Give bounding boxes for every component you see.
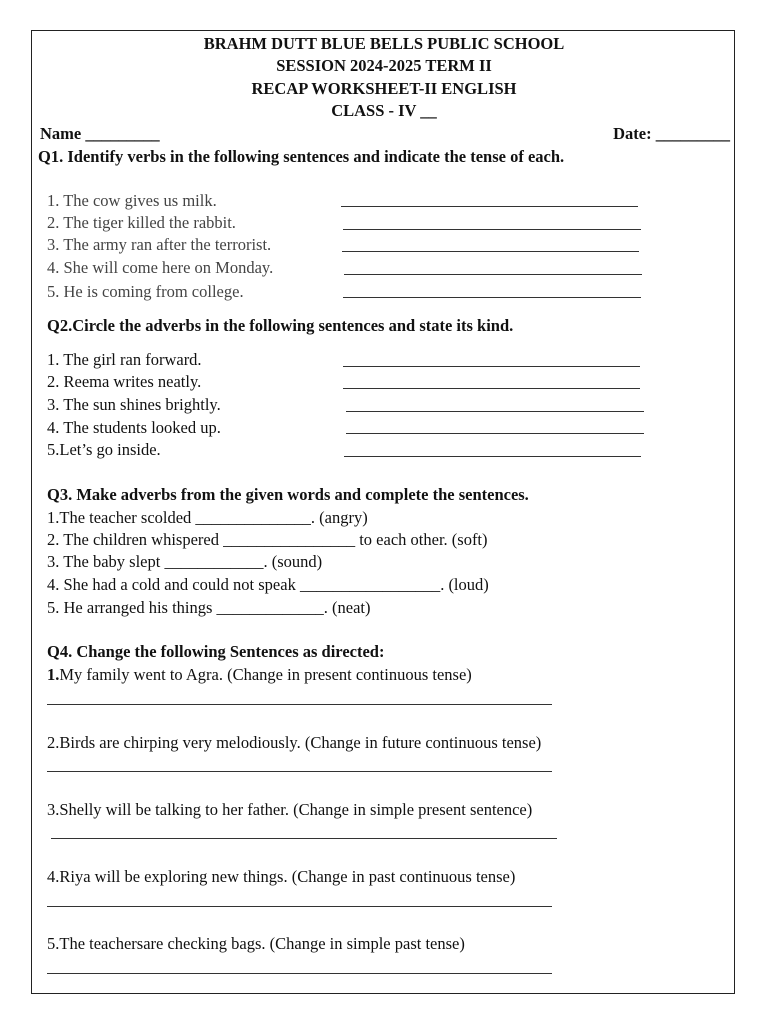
q4-item bbox=[47, 867, 515, 887]
q4-item-number: 1. bbox=[47, 665, 60, 684]
answer-line[interactable] bbox=[346, 411, 644, 412]
q3-item[interactable]: 4. She had a cold and could not speak _________________. (loud) bbox=[47, 575, 489, 594]
q3-item[interactable]: 3. The baby slept ____________. (sound) bbox=[47, 552, 323, 571]
q2-item: 5.Let’s go inside. bbox=[47, 440, 161, 459]
q1-item: 5. He is coming from college. bbox=[47, 282, 244, 301]
date-field[interactable]: Date: _________ bbox=[613, 124, 730, 143]
q3-item[interactable]: 2. The children whispered ________________ to each other. (soft) bbox=[47, 530, 488, 549]
answer-line[interactable] bbox=[47, 704, 552, 705]
q1-heading bbox=[38, 147, 564, 167]
q4-item-text: 5.The teachersare checking bags. (Change in simple past tense) bbox=[47, 934, 465, 953]
q4-item-text: 3.Shelly will be talking to her father. (Change in simple present sentence) bbox=[47, 800, 533, 819]
q4-heading: Q4. Change the following Sentences as directed: bbox=[47, 642, 385, 661]
answer-line[interactable] bbox=[343, 229, 641, 230]
q2-item: 3. The sun shines brightly. bbox=[47, 395, 221, 414]
answer-line[interactable] bbox=[341, 206, 638, 207]
answer-line[interactable] bbox=[47, 973, 552, 974]
q1-title: Identify verbs in the following sentences and indicate the tense of each. bbox=[67, 147, 565, 166]
q3-item[interactable]: 1.The teacher scolded ______________. (angry) bbox=[47, 508, 368, 527]
session-line: SESSION 2024-2025 TERM II bbox=[276, 56, 492, 75]
q2-heading: Q2.Circle the adverbs in the following sentences and state its kind. bbox=[47, 316, 514, 335]
q3-item[interactable]: 5. He arranged his things _____________. (neat) bbox=[47, 598, 371, 617]
q3-heading: Q3. Make adverbs from the given words and complete the sentences. bbox=[47, 485, 529, 504]
q1-item: 2. The tiger killed the rabbit. bbox=[47, 213, 236, 232]
q4-item bbox=[47, 934, 465, 954]
q4-item-text: My family went to Agra. (Change in present continuous tense) bbox=[59, 665, 472, 684]
class-line: CLASS - IV __ bbox=[331, 101, 437, 120]
q2-item: 4. The students looked up. bbox=[47, 418, 221, 437]
q1-item: 4. She will come here on Monday. bbox=[47, 258, 274, 277]
q2-item: 1. The girl ran forward. bbox=[47, 350, 202, 369]
answer-line[interactable] bbox=[342, 251, 639, 252]
q4-item bbox=[47, 800, 532, 820]
answer-line[interactable] bbox=[346, 433, 644, 434]
name-field[interactable]: Name _________ bbox=[40, 124, 160, 143]
answer-line[interactable] bbox=[47, 906, 552, 907]
q1-item: 1. The cow gives us milk. bbox=[47, 191, 217, 210]
q4-item bbox=[47, 733, 541, 753]
q4-item-text: 2.Birds are chirping very melodiously. (Change in future continuous tense) bbox=[47, 733, 542, 752]
q4-item bbox=[47, 665, 472, 685]
answer-line[interactable] bbox=[47, 771, 552, 772]
q1-item: 3. The army ran after the terrorist. bbox=[47, 235, 272, 254]
answer-line[interactable] bbox=[344, 274, 642, 275]
worksheet-title: RECAP WORKSHEET-II ENGLISH bbox=[251, 79, 517, 98]
answer-line[interactable] bbox=[343, 297, 641, 298]
answer-line[interactable] bbox=[344, 456, 641, 457]
q2-item: 2. Reema writes neatly. bbox=[47, 372, 202, 391]
school-name: BRAHM DUTT BLUE BELLS PUBLIC SCHOOL bbox=[203, 34, 565, 53]
answer-line[interactable] bbox=[343, 388, 640, 389]
answer-line[interactable] bbox=[51, 838, 557, 839]
q4-item-text: 4.Riya will be exploring new things. (Change in past continuous tense) bbox=[47, 867, 516, 886]
q1-number: Q1. bbox=[38, 147, 64, 166]
answer-line[interactable] bbox=[343, 366, 640, 367]
